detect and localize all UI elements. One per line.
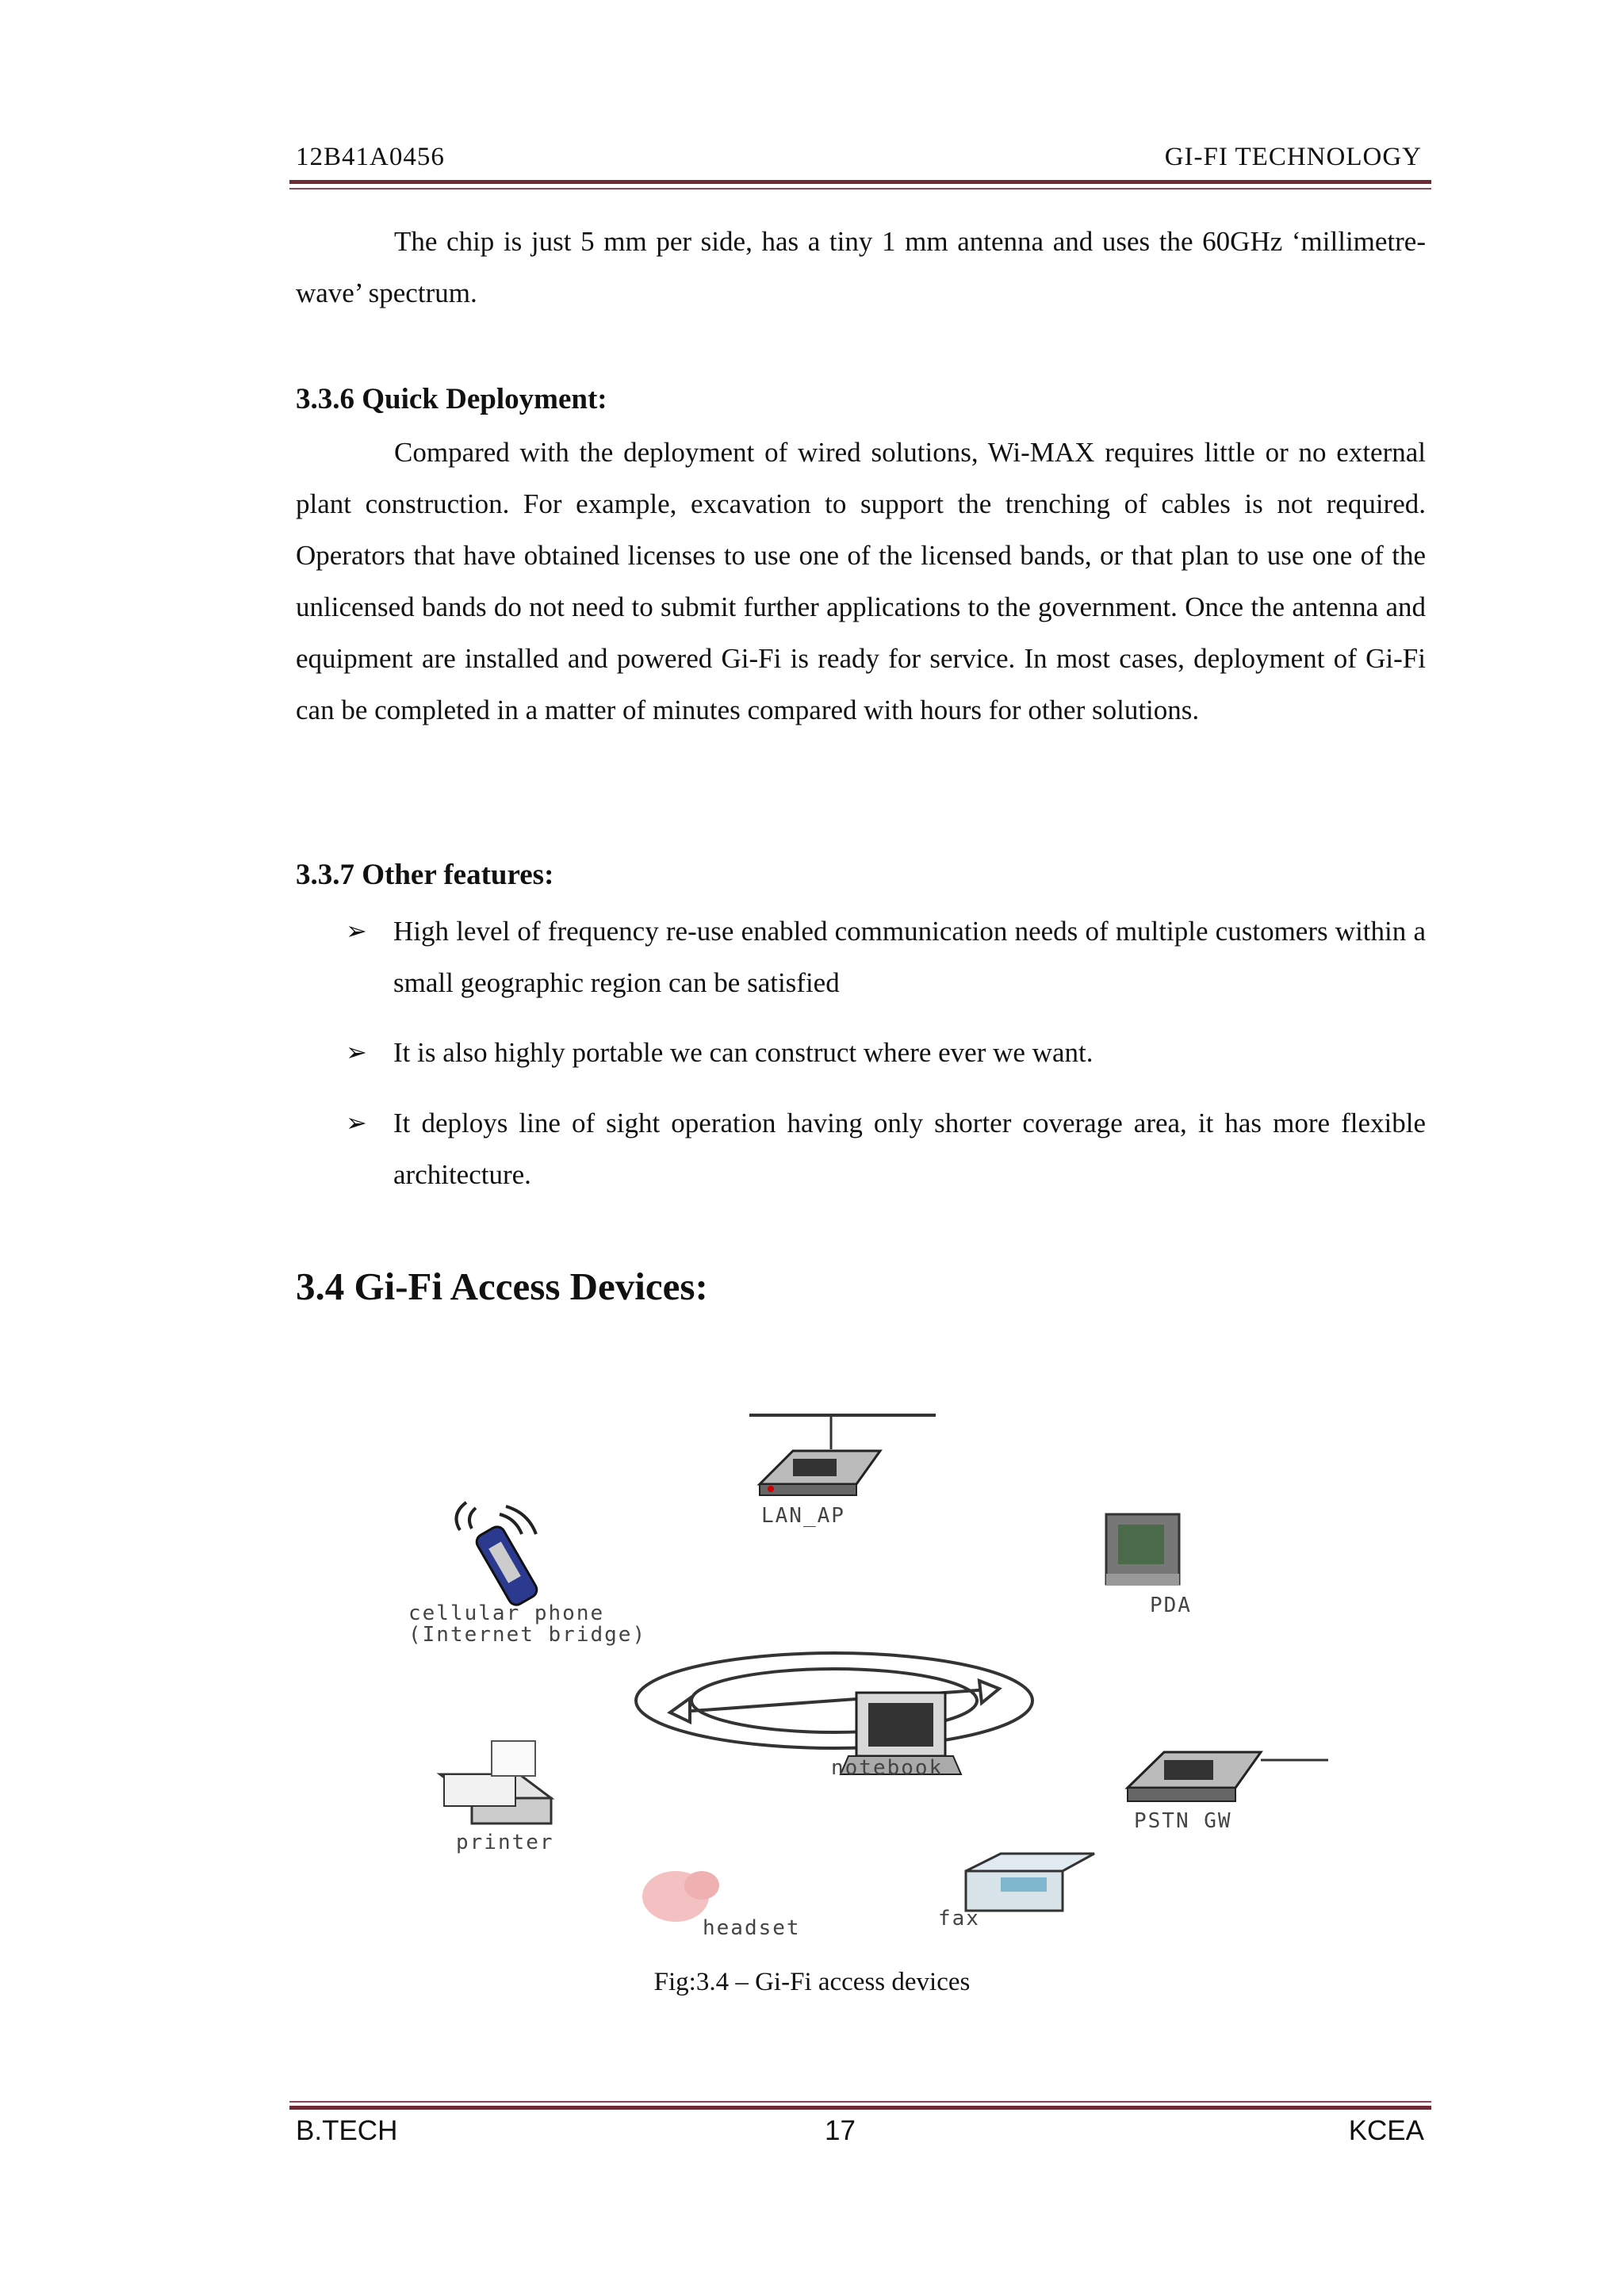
arrowhead-bullet-icon: ➢ [346,1108,367,1138]
label-notebook: notebook [831,1756,944,1780]
access-devices-figure [396,1395,1348,1950]
heading-other-features: 3.3.7 Other features: [296,859,554,891]
quick-deployment-text: Compared with the deployment of wired solutions, Wi-MAX requires little or no external plant construction. For example, excavation to support the trenching of cables is not required. Operators that have obtained licenses to use one of the licensed bands, or that plan to use one of the unlicensed bands do not need to submit further applications to the government. Once the antenna and equipment are installed and powered Gi-Fi is ready for service. In most cases, deployment of Gi-Fi can be completed in a matter of minutes compared with hours for other solutions. [296,437,1426,725]
intro-text: The chip is just 5 mm per side, has a tiny 1 mm antenna and uses the 60GHz ‘millimetre-wave’ spectrum. [296,226,1426,308]
feature-bullet [346,1097,1426,1200]
label-internet-bridge: (Internet bridge) [408,1623,647,1647]
feature-bullet-text: It is also highly portable we can construct where ever we want. [393,1037,1094,1068]
label-fax: fax [938,1907,980,1931]
label-cellular-phone: cellular phone [408,1601,605,1625]
footer-rule-thin [289,2101,1431,2103]
label-pda: PDA [1150,1594,1192,1617]
quick-deployment-paragraph [296,427,1426,736]
heading-access-devices: 3.4 Gi-Fi Access Devices: [296,1265,708,1308]
header-rule-thin [289,188,1431,189]
figure-caption: Fig:3.4 – Gi-Fi access devices [653,1968,971,1996]
pstn-gateway-icon [1128,1752,1328,1801]
page-number: 17 [825,2115,856,2146]
heading-quick-deployment: 3.3.6 Quick Deployment: [296,383,607,415]
arrowhead-bullet-icon: ➢ [346,916,367,946]
intro-paragraph [296,216,1426,319]
header-rule [289,180,1431,184]
arrowhead-bullet-icon: ➢ [346,1037,367,1067]
label-headset: headset [703,1916,801,1940]
lan-ap-icon [749,1415,936,1495]
footer-college: KCEA [1348,2115,1424,2146]
footer-degree: B.TECH [296,2115,398,2146]
label-printer: printer [456,1831,554,1854]
pda-icon [1106,1514,1179,1585]
label-pstn-gw: PSTN GW [1134,1809,1232,1833]
cellular-phone-icon [457,1502,540,1608]
feature-bullet [346,905,1426,1008]
wireless-orbit-icon [636,1653,1032,1748]
feature-bullet [346,1027,1426,1078]
fax-icon [966,1854,1094,1911]
printer-icon [440,1741,551,1823]
headset-icon [642,1871,719,1922]
feature-bullet-text: It deploys line of sight operation having only shorter coverage area, it has more flexible architecture. [393,1108,1426,1190]
header-doc-title: GI-FI TECHNOLOGY [1164,143,1422,171]
footer-rule [289,2106,1431,2110]
feature-bullet-text: High level of frequency re-use enabled communication needs of multiple customers within a small geographic region can be satisfied [393,916,1426,998]
header-doc-id: 12B41A0456 [296,143,445,171]
label-lan-ap: LAN_AP [761,1504,845,1528]
